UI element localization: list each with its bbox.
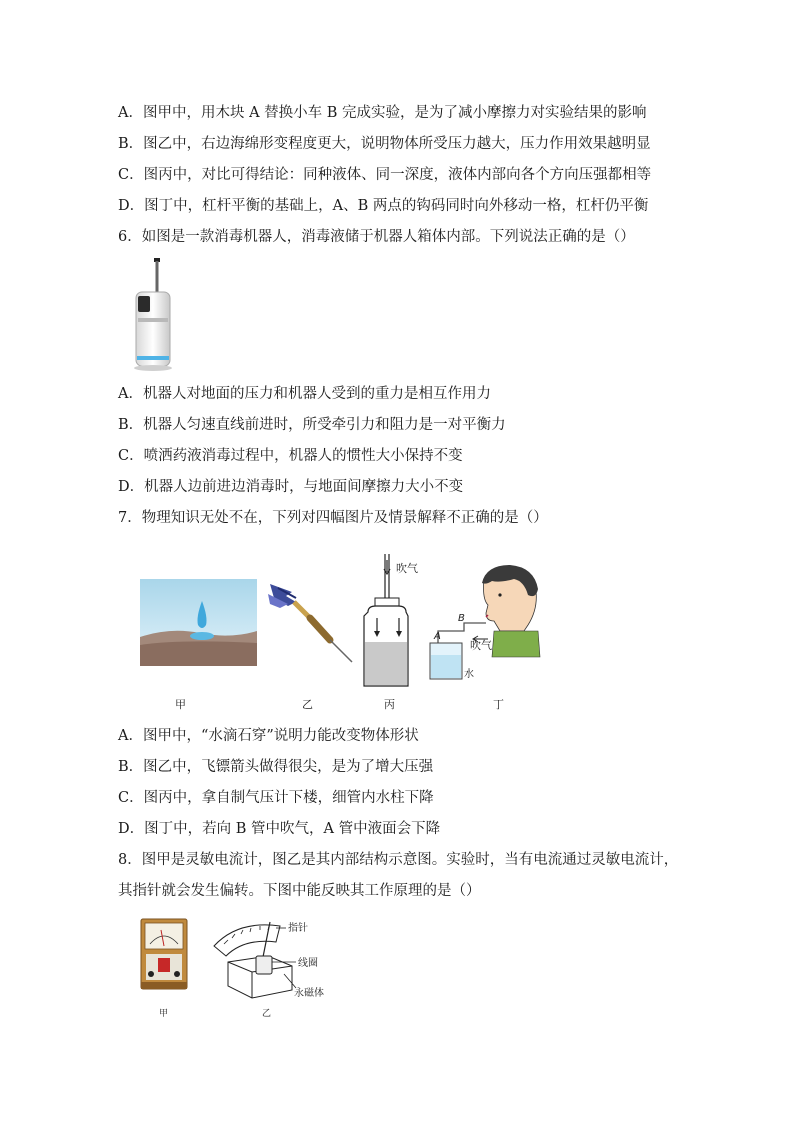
q5-option-b: B．图乙中，右边海绵形变程度更大，说明物体所受压力越大，压力作用效果越明显	[118, 136, 651, 152]
q7-caption-jia: 甲	[175, 698, 186, 711]
q7-option-c: C．图丙中，拿自制气压计下楼，细管内水柱下降	[118, 790, 434, 806]
q7-caption-ding: 丁	[493, 698, 504, 711]
q6-stem: 6．如图是一款消毒机器人，消毒液储于机器人箱体内部。下列说法正确的是（）	[118, 229, 635, 245]
q6-option-c: C．喷洒药液消毒过程中，机器人的惯性大小保持不变	[118, 448, 463, 464]
tube-b-label: B	[458, 613, 465, 624]
q5-option-a: A．图甲中，用木块 A 替换小车 B 完成实验，是为了减小摩擦力对实验结果的影响	[118, 105, 647, 121]
disinfection-robot-image	[128, 256, 176, 372]
magnet-label: 永磁体	[294, 988, 324, 999]
blow-label-bing: 吹气	[396, 562, 418, 575]
q7-option-d: D．图丁中，若向 B 管中吹气，A 管中液面会下降	[118, 821, 441, 837]
q8-caption-yi: 乙	[262, 1009, 272, 1019]
blow-label-ding: 吹气	[470, 639, 492, 652]
galvanometer-structure-diagram	[208, 916, 338, 1002]
q7-caption-yi: 乙	[302, 698, 313, 711]
q8-stem-line2: 其指针就会发生偏转。下图中能反映其工作原理的是（）	[118, 883, 481, 899]
galvanometer-image	[140, 918, 188, 990]
blowing-tube-diagram	[428, 565, 544, 685]
q6-option-b: B．机器人匀速直线前进时，所受牵引力和阻力是一对平衡力	[118, 417, 506, 433]
water-drop-stone-image	[140, 579, 257, 666]
q7-caption-bing: 丙	[384, 698, 395, 711]
q8-stem-line1: 8．图甲是灵敏电流计，图乙是其内部结构示意图。实验时，当有电流通过灵敏电流计，	[118, 852, 679, 868]
q7-option-b: B．图乙中，飞镖箭头做得很尖，是为了增大压强	[118, 759, 434, 775]
water-label: 水	[464, 669, 474, 680]
q6-option-d: D．机器人边前进边消毒时，与地面间摩擦力大小不变	[118, 479, 464, 495]
q8-caption-jia: 甲	[159, 1009, 169, 1019]
coil-label: 线圈	[298, 958, 318, 969]
dart-image	[266, 582, 358, 664]
q5-option-c: C．图丙中，对比可得结论：同种液体、同一深度，液体内部向各个方向压强都相等	[118, 167, 652, 183]
tube-a-label: A	[434, 631, 441, 642]
q5-option-d: D．图丁中，杠杆平衡的基础上，A、B 两点的钩码同时向外移动一格，杠杆仍平衡	[118, 198, 649, 214]
pointer-label: 指针	[288, 923, 308, 934]
q6-option-a: A．机器人对地面的压力和机器人受到的重力是相互作用力	[118, 386, 491, 402]
q7-stem: 7．物理知识无处不在，下列对四幅图片及情景解释不正确的是（）	[118, 510, 548, 526]
q7-option-a: A．图甲中，“水滴石穿”说明力能改变物体形状	[118, 728, 419, 744]
